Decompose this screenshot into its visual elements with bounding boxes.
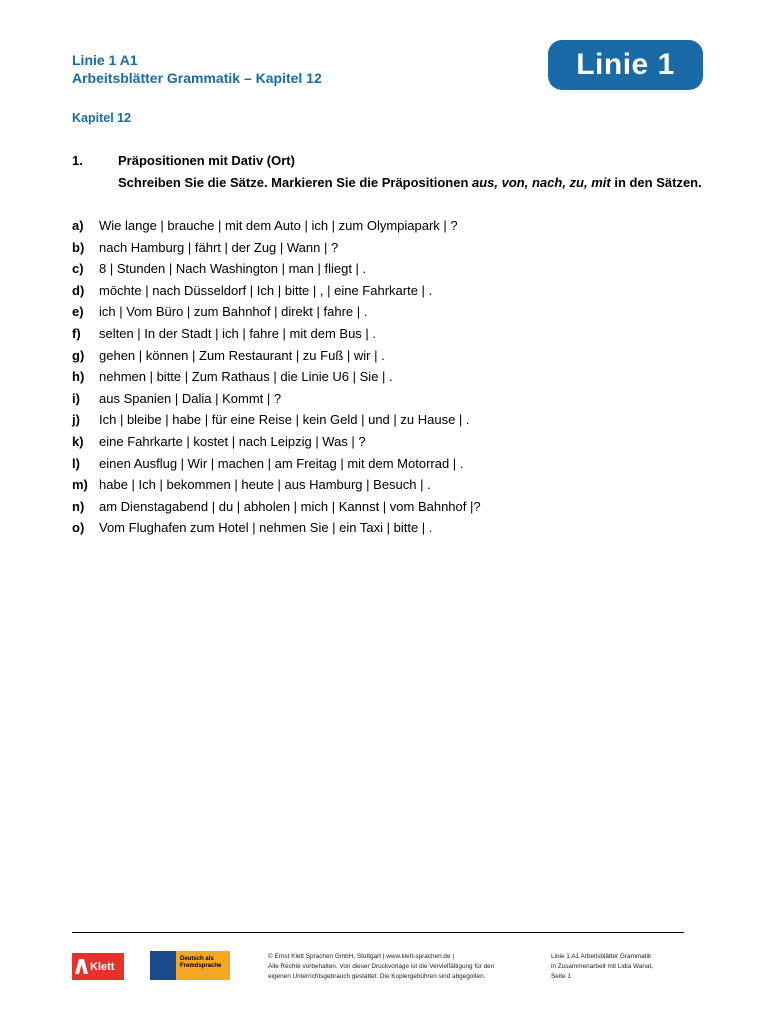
- item-letter: d): [72, 282, 85, 298]
- copyright-line: eigenen Unterrichtsgebrauch gestattet. Die Kopiergebühren sind abgegolten.: [268, 973, 486, 980]
- footer-copyright: [268, 952, 528, 982]
- item-text: am Dienstagabend | du | abholen | mich | Kannst | vom Bahnhof |?: [99, 498, 481, 514]
- item-letter: a): [72, 218, 84, 233]
- item-letter: h): [72, 369, 85, 385]
- item-text: Vom Flughafen zum Hotel | nehmen Sie | ein Taxi | bitte | .: [99, 520, 433, 536]
- instruction-suffix: in den Sätzen.: [610, 175, 702, 190]
- header-worksheet-title: Arbeitsblätter Grammatik – Kapitel 12: [72, 70, 322, 86]
- item-text: eine Fahrkarte | kostet | nach Leipzig | Was | ?: [99, 433, 366, 449]
- item-text: nach Hamburg | fährt | der Zug | Wann | ?: [99, 239, 339, 255]
- item-text: 8 | Stunden | Nach Washington | man | fliegt | .: [99, 261, 367, 277]
- item-text: nehmen | bitte | Zum Rathaus | die Linie U6 | Sie | .: [99, 369, 393, 385]
- item-letter: i): [72, 390, 80, 406]
- item-text: gehen | können | Zum Restaurant | zu Fuß | wir | .: [99, 347, 385, 363]
- item-letter: n): [72, 498, 85, 514]
- item-letter: m): [72, 477, 88, 493]
- task-heading: Präpositionen mit Dativ (Ort): [118, 153, 295, 168]
- item-letter: o): [72, 520, 85, 536]
- item-letter: l): [72, 455, 80, 471]
- item-text: habe | Ich | bekommen | heute | aus Hamburg | Besuch | .: [99, 477, 431, 493]
- item-text: möchte | nach Düsseldorf | Ich | bitte | , | eine Fahrkarte | .: [99, 282, 433, 298]
- linie1-logo-text: Linie 1: [576, 48, 675, 81]
- linie1-logo: [548, 40, 703, 90]
- instruction-prepositions: aus, von, nach, zu, mit: [472, 175, 611, 190]
- copyright-line: Alle Rechte vorbehalten. Von dieser Druckvorlage ist die Vervielfältigung für den: [268, 963, 495, 970]
- header-course-title: Linie 1 A1: [72, 52, 138, 68]
- klett-mark-icon: [72, 953, 90, 980]
- item-letter: j): [72, 412, 80, 428]
- item-letter: k): [72, 433, 84, 449]
- klett-logo-text: Klett: [90, 960, 115, 973]
- chapter-label: Kapitel 12: [72, 111, 132, 125]
- item-letter: e): [72, 304, 84, 320]
- footer-info-line: Linie 1 A1 Arbeitsblätter Grammatik: [551, 953, 652, 960]
- footer-page-info: [551, 952, 691, 982]
- item-text: selten | In der Stadt | ich | fahre | mit dem Bus | .: [99, 325, 377, 341]
- task-instruction: [118, 175, 702, 190]
- footer-divider: [72, 932, 684, 933]
- document-header: [72, 51, 322, 87]
- item-letter: f): [72, 325, 81, 341]
- item-text: Ich | bleibe | habe | für eine Reise | kein Geld | und | zu Hause | .: [99, 412, 470, 428]
- item-text: ich | Vom Büro | zum Bahnhof | direkt | fahre | .: [99, 304, 368, 320]
- footer-info-line: in Zusammenarbeit mit Lidia Wanat,: [551, 963, 654, 970]
- item-text: aus Spanien | Dalia | Kommt | ?: [99, 390, 282, 406]
- copyright-line: © Ernst Klett Sprachen GmbH, Stuttgart | www.klett-sprachen.de |: [268, 953, 454, 960]
- instruction-prefix: Schreiben Sie die Sätze. Markieren Sie die Präpositionen: [118, 175, 473, 190]
- daf-logo-mark: [150, 951, 176, 980]
- footer-page-number: Seite 1: [551, 973, 571, 980]
- klett-logo: [72, 953, 124, 980]
- task-number: 1.: [72, 153, 83, 168]
- item-text: einen Ausflug | Wir | machen | am Freitag | mit dem Motorrad | .: [99, 455, 464, 471]
- item-letter: b): [72, 239, 85, 255]
- item-letter: c): [72, 261, 84, 277]
- daf-logo: [150, 951, 230, 980]
- item-letter: g): [72, 347, 85, 363]
- daf-logo-text: Deutsch als Fremdsprache: [176, 951, 230, 980]
- item-text: Wie lange | brauche | mit dem Auto | ich | zum Olympiapark | ?: [99, 218, 458, 233]
